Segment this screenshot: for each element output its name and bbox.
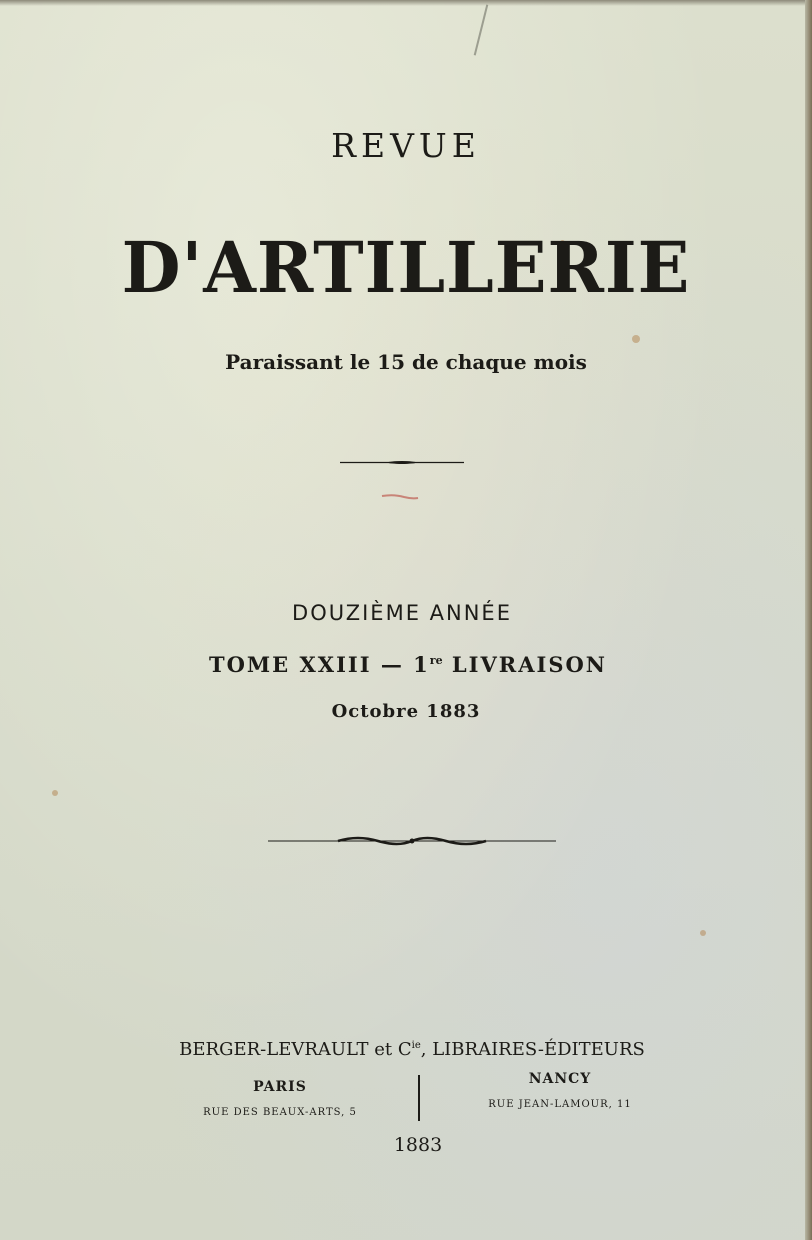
publisher-line [6, 1039, 812, 1060]
tome-superscript: re [429, 654, 443, 667]
publisher-role: , LIBRAIRES-ÉDITEURS [420, 1039, 645, 1060]
tome-text: TOME XXIII — 1 [209, 652, 430, 677]
paris-street: RUE DES BEAUX-ARTS, 5 [203, 1107, 357, 1118]
foxing-spot [700, 930, 706, 936]
publisher-name: BERGER-LEVRAULT et C [179, 1039, 412, 1060]
livraison-text: LIVRAISON [442, 652, 607, 677]
foxing-spot [52, 790, 58, 796]
address-divider [418, 1075, 420, 1121]
journal-subtitle: Paraissant le 15 de chaque mois [225, 350, 587, 374]
journal-kicker: REVUE [331, 126, 481, 165]
ornamental-rule-top [340, 461, 464, 464]
issue-date: Octobre 1883 [331, 701, 481, 722]
publication-year: 1883 [393, 1134, 443, 1156]
publisher-superscript: ie [411, 1040, 421, 1051]
page-top-edge [0, 0, 812, 6]
nancy-city: NANCY [528, 1071, 592, 1087]
tome-livraison [2, 652, 812, 677]
nancy-street: RUE JEAN-LAMOUR, 11 [488, 1099, 632, 1110]
paper-crease [474, 5, 489, 56]
foxing-spot [632, 335, 640, 343]
journal-title: D'ARTILLERIE [121, 226, 691, 309]
paris-address-block [180, 1079, 380, 1118]
red-ink-mark [380, 493, 420, 501]
paris-city: PARIS [253, 1079, 307, 1095]
nancy-address-block [470, 1071, 650, 1110]
volume-year: DOUZIÈME ANNÉE [292, 601, 512, 625]
ornamental-rule-bottom [268, 832, 556, 848]
